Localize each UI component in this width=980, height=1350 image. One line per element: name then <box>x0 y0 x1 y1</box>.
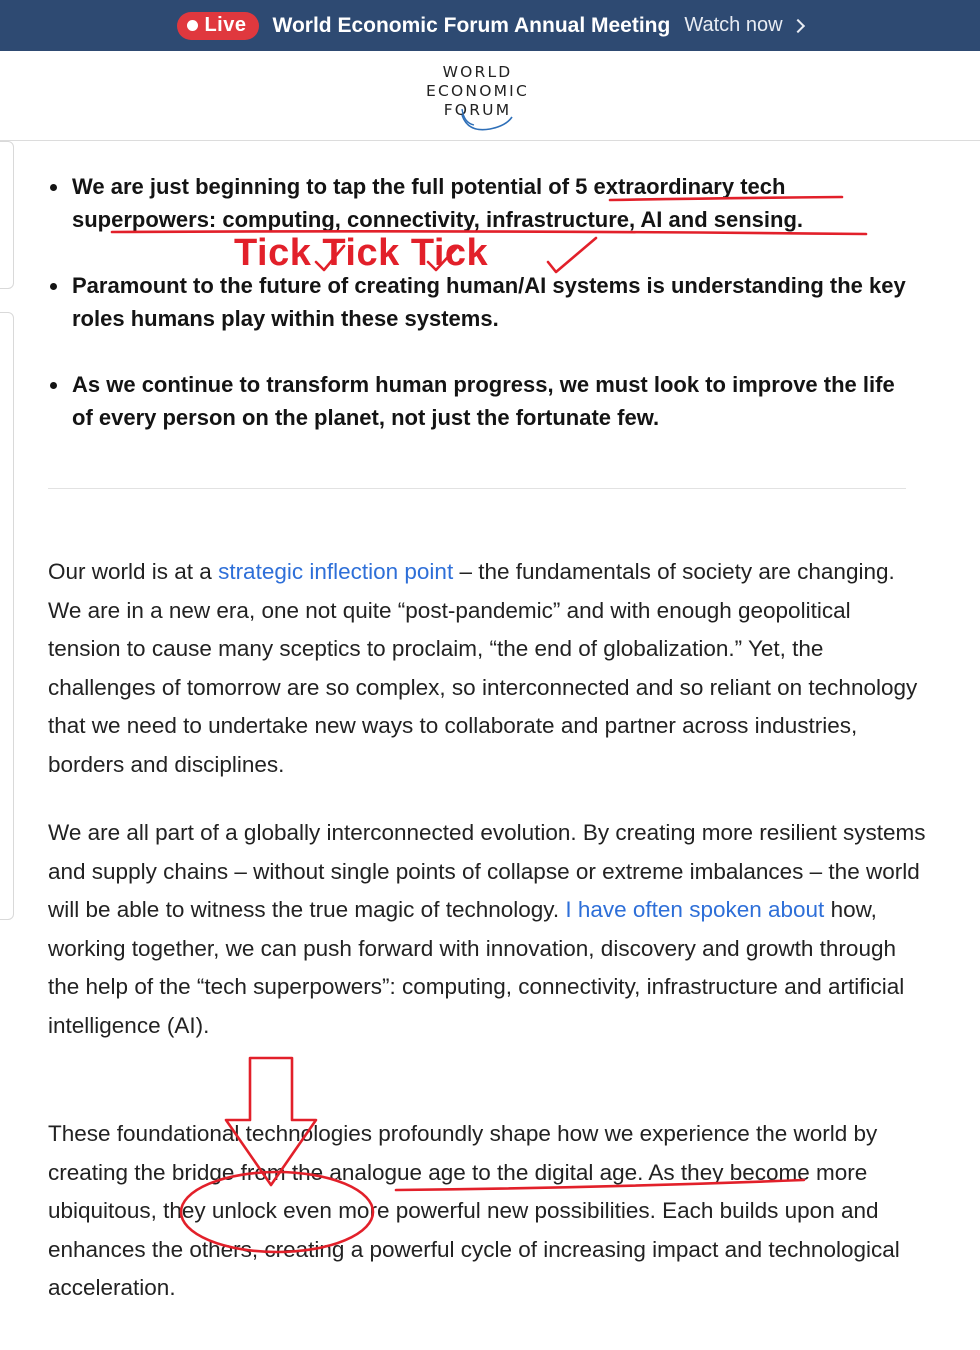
watch-now-link[interactable] <box>684 14 802 37</box>
logo-line-1: WORLD <box>442 63 513 81</box>
tick-annotation-text: Tick Tick Tick <box>234 232 489 274</box>
strategic-inflection-link[interactable]: strategic inflection point <box>218 559 454 584</box>
banner-title[interactable]: World Economic Forum Annual Meeting <box>272 13 671 37</box>
site-header <box>0 51 980 141</box>
spoken-about-link[interactable]: I have often spoken about <box>565 897 825 922</box>
logo-line-3: FORUM <box>443 101 512 119</box>
article-paragraph <box>48 814 928 1045</box>
live-dot-icon <box>187 20 198 31</box>
logo-line-2: ECONOMIC <box>426 82 529 100</box>
paragraph-text: Our world is at a <box>48 559 219 584</box>
side-panel-edge <box>0 312 14 920</box>
paragraph-text: how, working together, we can push forward with innovation, discovery and growth through the help of the “tech superpowers”: computing, connectivity, infrastructure and artificial intelligence (AI). <box>48 897 905 1038</box>
side-panel-edge <box>0 141 14 289</box>
section-divider <box>48 488 906 489</box>
live-banner[interactable] <box>0 0 980 51</box>
key-point: As we continue to transform human progress, we must look to improve the life of every person on the planet, not just the fortunate few. <box>48 368 918 434</box>
chevron-right-icon <box>790 18 804 32</box>
key-point: Paramount to the future of creating human/AI systems is understanding the key roles humans play within these systems. <box>48 269 918 335</box>
watch-now-label: Watch now <box>684 14 783 36</box>
wef-logo[interactable] <box>420 63 535 135</box>
article-paragraph: These foundational technologies profoundly shape how we experience the world by creating the bridge from the analogue age to the digital age. As they become more ubiquitous, they unlock even more powerful new possibilities. Each builds upon and enhances the others, creating a powerful cycle of increasing impact and technological acceleration. <box>48 1121 900 1300</box>
paragraph-text: We are all part of a globally interconnected evolution. By creating more resilient systems and supply chains – without single points of collapse or extreme imbalances – the world will be able to witness the true magic of technology. <box>48 820 926 922</box>
paragraph-text: – the fundamentals of society are changing. We are in a new era, one not quite “post-pandemic” and with enough geopolitical tension to cause many sceptics to proclaim, “the end of globalization.” Yet, the challenges of tomorrow are so complex, so interconnected and so reliant on technology that we need to undertake new ways to collaborate and partner across industries, borders and disciplines. <box>48 559 918 777</box>
article-paragraph <box>48 553 928 784</box>
live-label: Live <box>204 14 247 36</box>
key-point: We are just beginning to tap the full potential of 5 extraordinary tech superpowers: computing, connectivity, infrastructure, AI and sensing. <box>48 170 918 236</box>
logo-arc-icon <box>460 105 516 135</box>
live-badge <box>177 12 258 40</box>
check-mark-icon <box>548 238 596 272</box>
